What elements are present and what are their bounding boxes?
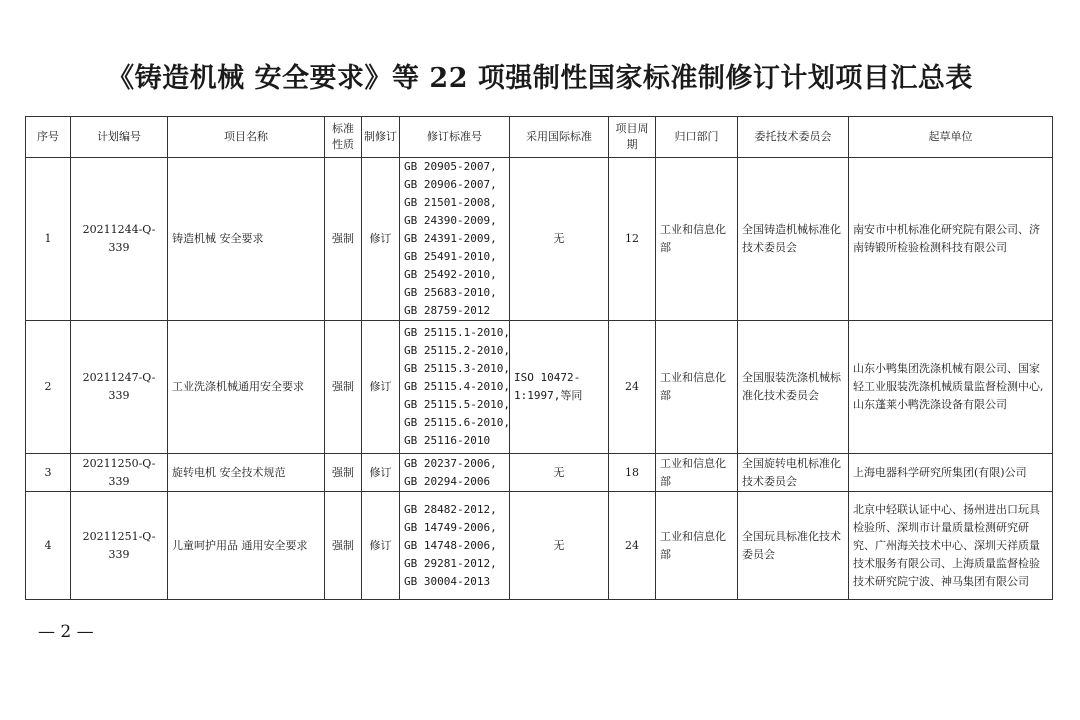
header-committee: 委托技术委员会	[738, 117, 849, 158]
cell-cycle: 24	[609, 321, 656, 454]
page-number: — 2 —	[38, 622, 94, 642]
cell-revise: 修订	[362, 321, 400, 454]
cell-plan-no: 20211251-Q-339	[71, 492, 168, 600]
cell-revised-std	[400, 492, 510, 600]
std-number: GB 25683-2010,	[404, 286, 497, 299]
cell-dept: 工业和信息化部	[656, 321, 738, 454]
cell-revised-std	[400, 321, 510, 454]
std-number: GB 25115.1-2010,	[404, 326, 510, 339]
cell-revise: 修订	[362, 492, 400, 600]
std-number: GB 14748-2006,	[404, 538, 497, 552]
std-number: GB 24390-2009,	[404, 214, 497, 227]
header-dept: 归口部门	[656, 117, 738, 158]
std-number: GB 25115.3-2010,	[404, 362, 510, 375]
std-number: GB 20237-2006,	[404, 456, 497, 470]
cell-plan-no: 20211247-Q-339	[71, 321, 168, 454]
cell-seq: 3	[26, 454, 71, 492]
cell-drafter: 北京中轻联认证中心、扬州进出口玩具检验所、深圳市计量质量检测研究研究、广州海关技术中心、深圳天祥质量技术服务有限公司、上海质量监督检验技术研究院宁波、神马集团有限公司	[849, 492, 1053, 600]
summary-table	[25, 116, 1053, 600]
cell-nature: 强制	[325, 454, 362, 492]
page-title: 《铸造机械 安全要求》等 22 项强制性国家标准制修订计划项目汇总表	[107, 63, 973, 94]
cell-revised-std	[400, 454, 510, 492]
std-number: GB 25115.2-2010,	[404, 344, 510, 357]
cell-revised-std	[400, 158, 510, 321]
cell-cycle: 12	[609, 158, 656, 321]
table-row	[26, 158, 1053, 321]
table-row	[26, 492, 1053, 600]
std-number: GB 20294-2006	[404, 474, 491, 488]
std-number: GB 14749-2006,	[404, 520, 497, 534]
cell-drafter: 上海电器科学研究所集团(有限)公司	[849, 454, 1053, 492]
cell-seq: 2	[26, 321, 71, 454]
std-number: GB 21501-2008,	[404, 196, 497, 209]
cell-revise: 修订	[362, 158, 400, 321]
std-number: GB 30004-2013	[404, 574, 491, 588]
std-number: GB 20906-2007,	[404, 178, 497, 191]
header-seq: 序号	[26, 117, 71, 158]
cell-committee: 全国铸造机械标准化技术委员会	[738, 158, 849, 321]
cell-intl: 无	[510, 158, 609, 321]
header-drafter: 起草单位	[849, 117, 1053, 158]
cell-seq: 1	[26, 158, 71, 321]
cell-drafter: 南安市中机标准化研究院有限公司、济南铸锻所检验检测科技有限公司	[849, 158, 1053, 321]
cell-name: 旋转电机 安全技术规范	[168, 454, 325, 492]
table-row	[26, 454, 1053, 492]
std-number: GB 20905-2007,	[404, 160, 497, 173]
cell-cycle: 24	[609, 492, 656, 600]
header-cycle: 项目周期	[609, 117, 656, 158]
header-nature: 标准性质	[325, 117, 362, 158]
header-plan-no: 计划编号	[71, 117, 168, 158]
cell-name: 工业洗涤机械通用安全要求	[168, 321, 325, 454]
cell-intl: 无	[510, 492, 609, 600]
std-number: GB 28759-2012	[404, 304, 491, 317]
std-number: GB 25492-2010,	[404, 268, 497, 281]
cell-intl: ISO 10472-1:1997,等同	[510, 321, 609, 454]
header-revised-std: 修订标准号	[400, 117, 510, 158]
std-number: GB 25115.4-2010,	[404, 380, 510, 393]
std-number: GB 29281-2012,	[404, 556, 497, 570]
header-name: 项目名称	[168, 117, 325, 158]
cell-name: 铸造机械 安全要求	[168, 158, 325, 321]
std-number: GB 25116-2010	[404, 434, 491, 447]
cell-drafter: 山东小鸭集团洗涤机械有限公司、国家轻工业服装洗涤机械质量监督检测中心,山东蓬莱小鸭洗涤设备有限公司	[849, 321, 1053, 454]
std-number: GB 25115.6-2010,	[404, 416, 510, 429]
cell-nature: 强制	[325, 492, 362, 600]
std-number: GB 25491-2010,	[404, 250, 497, 263]
cell-dept: 工业和信息化部	[656, 158, 738, 321]
cell-seq: 4	[26, 492, 71, 600]
std-number: GB 25115.5-2010,	[404, 398, 510, 411]
header-revise: 制修订	[362, 117, 400, 158]
header-intl: 采用国际标准	[510, 117, 609, 158]
std-number: GB 24391-2009,	[404, 232, 497, 245]
cell-name: 儿童呵护用品 通用安全要求	[168, 492, 325, 600]
cell-nature: 强制	[325, 158, 362, 321]
cell-committee: 全国旋转电机标准化技术委员会	[738, 454, 849, 492]
cell-committee: 全国服装洗涤机械标准化技术委员会	[738, 321, 849, 454]
cell-plan-no: 20211250-Q-339	[71, 454, 168, 492]
cell-intl: 无	[510, 454, 609, 492]
cell-revise: 修订	[362, 454, 400, 492]
cell-cycle: 18	[609, 454, 656, 492]
cell-dept: 工业和信息化部	[656, 454, 738, 492]
table-header-row	[26, 117, 1053, 158]
cell-nature: 强制	[325, 321, 362, 454]
cell-plan-no: 20211244-Q-339	[71, 158, 168, 321]
cell-dept: 工业和信息化部	[656, 492, 738, 600]
table-row	[26, 321, 1053, 454]
std-number: GB 28482-2012,	[404, 502, 497, 516]
cell-committee: 全国玩具标准化技术委员会	[738, 492, 849, 600]
